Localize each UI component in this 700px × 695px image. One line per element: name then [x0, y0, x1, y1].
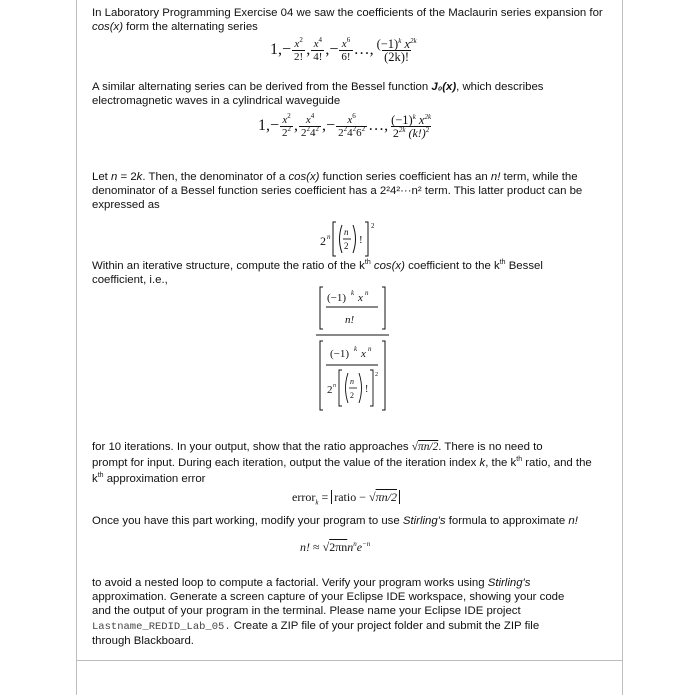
eq3-fact: ! — [359, 234, 363, 246]
p3-l1c: . Then, the denominator of a — [142, 171, 289, 183]
eq2-gen-den-a: 2 — [392, 126, 399, 140]
eq2-t2-den-b: 4 — [310, 127, 316, 139]
bessel-paragraph — [92, 80, 610, 108]
eq6-lhs: n! — [300, 540, 310, 554]
eq2-gen-den-exp2: 2 — [425, 126, 430, 134]
eq4-bot-bracket-right — [382, 341, 385, 410]
p6-d: n! — [568, 515, 578, 527]
eq5-abs-text: ratio — [334, 490, 357, 504]
eq5-eq: = — [318, 490, 332, 504]
eq4-bot-x: x — [361, 348, 366, 360]
eq3-base-exp: n — [327, 233, 331, 241]
eq1-t3-exp: 6 — [346, 36, 351, 44]
eq1-gen-x: x — [404, 37, 410, 51]
p3-l1b: = 2 — [117, 171, 137, 183]
eq2-t3-den-a: 2 — [338, 127, 344, 139]
eq4-top-x: x — [358, 292, 363, 304]
eq4-bot-base: 2 — [327, 384, 333, 396]
eq2-gen-den-exp: 2k — [398, 126, 406, 134]
eq4-top-num: (−1) — [327, 292, 347, 304]
eq2-gen-num: (−1) — [391, 113, 413, 127]
eq5-minus: − — [356, 490, 369, 504]
closing-line-3: and the output of your program in the terminal. Please name your Eclipse IDE project — [92, 605, 521, 618]
eq4-bot-num: (−1) — [330, 348, 350, 360]
p5-l1b: . There is no need to — [438, 441, 543, 453]
eq1-t1-num: x — [294, 38, 300, 50]
eq6-e: e — [356, 540, 363, 554]
intro-line-1: In Laboratory Programming Exercise 04 we saw the coefficients of the Maclaurin series expansion for — [92, 7, 603, 19]
closing-line-1 — [92, 576, 610, 590]
eq2-t3-den-c: 6 — [356, 127, 362, 139]
p6-a: Once you have this part working, modify your program to use — [92, 515, 403, 527]
eq1-t2-den: 4! — [313, 51, 323, 63]
eq3-outer-bracket-right — [365, 222, 368, 256]
p5-l2sup: th — [516, 456, 523, 463]
eq2-gen-den-b: (k!) — [408, 126, 426, 140]
eq6-sqrt: 2πn — [329, 540, 348, 554]
eq5-sqrt: πn/2 — [375, 490, 397, 504]
p5-l3a: k — [92, 473, 98, 485]
eq3-base: 2 — [320, 234, 326, 248]
eq1-t1-exp: 2 — [299, 36, 303, 44]
eq2-dots: …, — [368, 117, 389, 135]
eq1-t3-num: x — [341, 38, 347, 50]
eq6-n: n — [347, 540, 354, 554]
product-equation — [318, 219, 384, 259]
p7-l1a: to avoid a nested loop to compute a factorial. Verify your program works using — [92, 577, 488, 589]
eq4-bot-paren-left — [346, 373, 349, 403]
eq6-approx: ≈ — [310, 540, 323, 554]
eq2-t2-num: x — [305, 114, 311, 126]
p7-l1b: Stirling's — [487, 577, 531, 589]
bessel-text-b: , which describes — [456, 81, 544, 93]
eq2-gen-x: x — [418, 113, 425, 127]
denominator-line-2: denominator of a Bessel function series coefficient has a 2²4²···n² term. This latter product can be — [92, 185, 583, 198]
intro-line-2-rest: form the alternating series — [123, 21, 258, 34]
eq6-n-exp: n — [353, 540, 357, 548]
iterations-paragraph — [92, 439, 610, 487]
eq3-paren-right — [353, 225, 356, 253]
eq1-t1-den: 2! — [294, 51, 304, 63]
intro-paragraph — [92, 6, 610, 34]
eq2-t2-den-exp2: 2 — [315, 125, 320, 133]
eq1-gen-k: k — [398, 37, 402, 45]
p7-l4b: Create a ZIP file of your project folder and submit the ZIP file — [230, 619, 540, 632]
closing-line-5: through Blackboard. — [92, 634, 194, 647]
eq4-bot-inner-bracket-left — [339, 370, 342, 406]
eq1-t2-num: x — [313, 38, 319, 50]
eq5-sub: k — [315, 498, 319, 507]
eq3-outer-exp: 2 — [371, 222, 375, 230]
eq3-outer-bracket-left — [333, 222, 336, 256]
eq3-paren-left — [340, 225, 343, 253]
p4-l1fn: cos(x) — [370, 260, 405, 272]
p3-l1e: term, while the — [500, 171, 578, 183]
closing-line-4 — [92, 619, 610, 634]
eq4-bot-x-exp: n — [368, 345, 372, 353]
p5-sqrt-radicand: πn/2 — [418, 441, 439, 453]
page-left-edge — [76, 0, 77, 695]
p3-l1fn: cos(x) — [288, 171, 320, 183]
eq4-bot-frac-den: 2 — [350, 391, 354, 400]
error-equation — [292, 490, 400, 506]
p3-l1a: Let — [92, 171, 111, 183]
p3-l1k: k — [136, 171, 143, 183]
page-bottom-edge — [76, 660, 623, 661]
p5-l1a: for 10 iterations. In your output, show that the ratio approaches — [92, 441, 412, 453]
p5-l3sup: th — [97, 472, 104, 479]
eq2-t2-exp: 4 — [310, 112, 315, 120]
eq4-bot-base-exp: n — [333, 383, 336, 389]
p6-c: formula to approximate — [445, 515, 569, 527]
eq2-t3-den-exp2: 2 — [352, 125, 357, 133]
eq2-t2-den-a: 2 — [301, 127, 307, 139]
project-name-mono: Lastname_REDID_Lab_05. — [92, 620, 231, 633]
stirling-equation: n! ≈ $√2\pi nn^ne^{-n}$ — [300, 540, 371, 554]
eq4-top-bracket-left — [320, 287, 323, 329]
eq2-gen-x-exp: 2k — [424, 113, 432, 121]
ratio-equation — [312, 285, 392, 413]
eq2-t1-den: 2 — [282, 127, 288, 139]
intro-line-2 — [92, 20, 610, 34]
eq4-bot-inner-bracket-right — [370, 370, 373, 406]
eq2-t2-den-exp1: 2 — [306, 125, 311, 133]
page-right-edge — [622, 0, 623, 695]
eq4-bot-bracket-left — [320, 341, 323, 410]
eq6-e-exp: −n — [362, 540, 371, 548]
eq2-t3-num: x — [347, 114, 353, 126]
eq1-t3-den: 6! — [341, 51, 351, 63]
eq4-top-num-k: k — [351, 289, 355, 297]
p4-l1c: Bessel — [505, 260, 543, 272]
p5-sqrt: √πn/2 — [411, 441, 439, 453]
bessel-text-a: A similar alternating series can be derived from the Bessel function — [92, 81, 432, 93]
p5-l2b: , the k — [485, 457, 517, 469]
p3-l1nf: n! — [490, 171, 501, 183]
eq4-bot-fact: ! — [365, 384, 369, 395]
eq3-frac-den: 2 — [344, 241, 349, 251]
eq2-t3-den-b: 4 — [347, 127, 353, 139]
stirling-line — [92, 514, 610, 528]
eq2-t3-exp: 6 — [352, 112, 356, 120]
p4-l1sup2: th — [499, 259, 506, 266]
bessel-line-2: electromagnetic waves in a cylindrical waveguide — [92, 95, 341, 108]
bessel-fn: J₀(x) — [431, 81, 457, 93]
denominator-paragraph — [92, 170, 610, 213]
eq4-top-x-exp: n — [365, 289, 369, 297]
eq1-gen-x-exp: 2k — [410, 37, 417, 45]
stirling-paragraph — [92, 514, 610, 528]
maclaurin-series-equation: 1,− $\frac{x^2}{2!}$ , $\frac{x^4}{4!}$ ,− $\frac{x^6}{6!}$ …, $\frac{(-1)^k x^{2k}}{(2k)!}$ — [270, 36, 417, 64]
eq2-t1-den-exp: 2 — [287, 125, 292, 133]
p5-l3b: approximation error — [103, 473, 206, 485]
denominator-line-1 — [92, 170, 610, 184]
iterations-line-3 — [92, 471, 610, 487]
eq2-t1-num: x — [282, 114, 288, 126]
iterations-line-1 — [92, 439, 610, 455]
p5-l2a: prompt for input. During each iteration, output the value of the iteration index — [92, 457, 480, 469]
ratio-paragraph — [92, 259, 610, 287]
p6-b: Stirling's — [402, 515, 446, 527]
eq5-lhs: error — [292, 490, 316, 504]
bessel-series-equation: 1,− $\frac{x^2}{2^2}$ , $\frac{x^4}{2^24^2}$ ,− $\frac{x^6}{2^24^26^2}$ …, $\frac{(-1)^k x^{2k}}{2^{2k} (k!)^2}$ — [258, 112, 432, 140]
p4-l1a: Within an iterative structure, compute the ratio of the k — [92, 260, 365, 272]
eq1-t2-exp: 4 — [318, 36, 322, 44]
eq2-t3-den-exp3: 2 — [361, 125, 366, 133]
eq4-top-bracket-right — [382, 287, 385, 329]
closing-line-2: approximation. Generate a screen capture of your Eclipse IDE workspace, showing your code — [92, 591, 565, 604]
eq4-bot-frac-num: n — [350, 377, 354, 386]
eq1-gen-num: (−1) — [376, 37, 399, 51]
eq5-abs: ratio − √πn/2 — [331, 490, 400, 504]
p5-l2c: ratio, and the — [522, 457, 592, 469]
eq2-lead: 1, — [258, 117, 270, 135]
cos-fn: cos(x) — [92, 21, 124, 34]
eq1-gen-den: (2k)! — [384, 50, 410, 64]
p3-l1n: n — [111, 171, 118, 183]
eq4-bot-outer-exp: 2 — [375, 372, 378, 378]
p3-l1d: function series coefficient has an — [319, 171, 491, 183]
eq4-bot-paren-right — [359, 373, 362, 403]
eq2-t3-den-exp1: 2 — [343, 125, 348, 133]
p5-l2k: k — [479, 457, 486, 469]
closing-paragraph — [92, 576, 610, 648]
eq1-lead: 1, — [270, 41, 282, 59]
p4-l1b: coefficient to the k — [404, 260, 500, 272]
ratio-line-1 — [92, 259, 610, 273]
p4-l1sup: th — [364, 259, 371, 266]
iterations-line-2 — [92, 455, 610, 471]
ratio-line-2: coefficient, i.e., — [92, 274, 168, 287]
eq3-frac-num: n — [344, 227, 349, 237]
bessel-line-1 — [92, 80, 610, 94]
eq4-bot-num-k: k — [354, 345, 358, 353]
eq1-dots: …, — [353, 41, 374, 59]
eq4-top-den: n! — [345, 314, 355, 326]
denominator-line-3: expressed as — [92, 199, 160, 212]
eq2-gen-k: k — [412, 113, 416, 121]
eq2-t1-exp: 2 — [287, 112, 291, 120]
